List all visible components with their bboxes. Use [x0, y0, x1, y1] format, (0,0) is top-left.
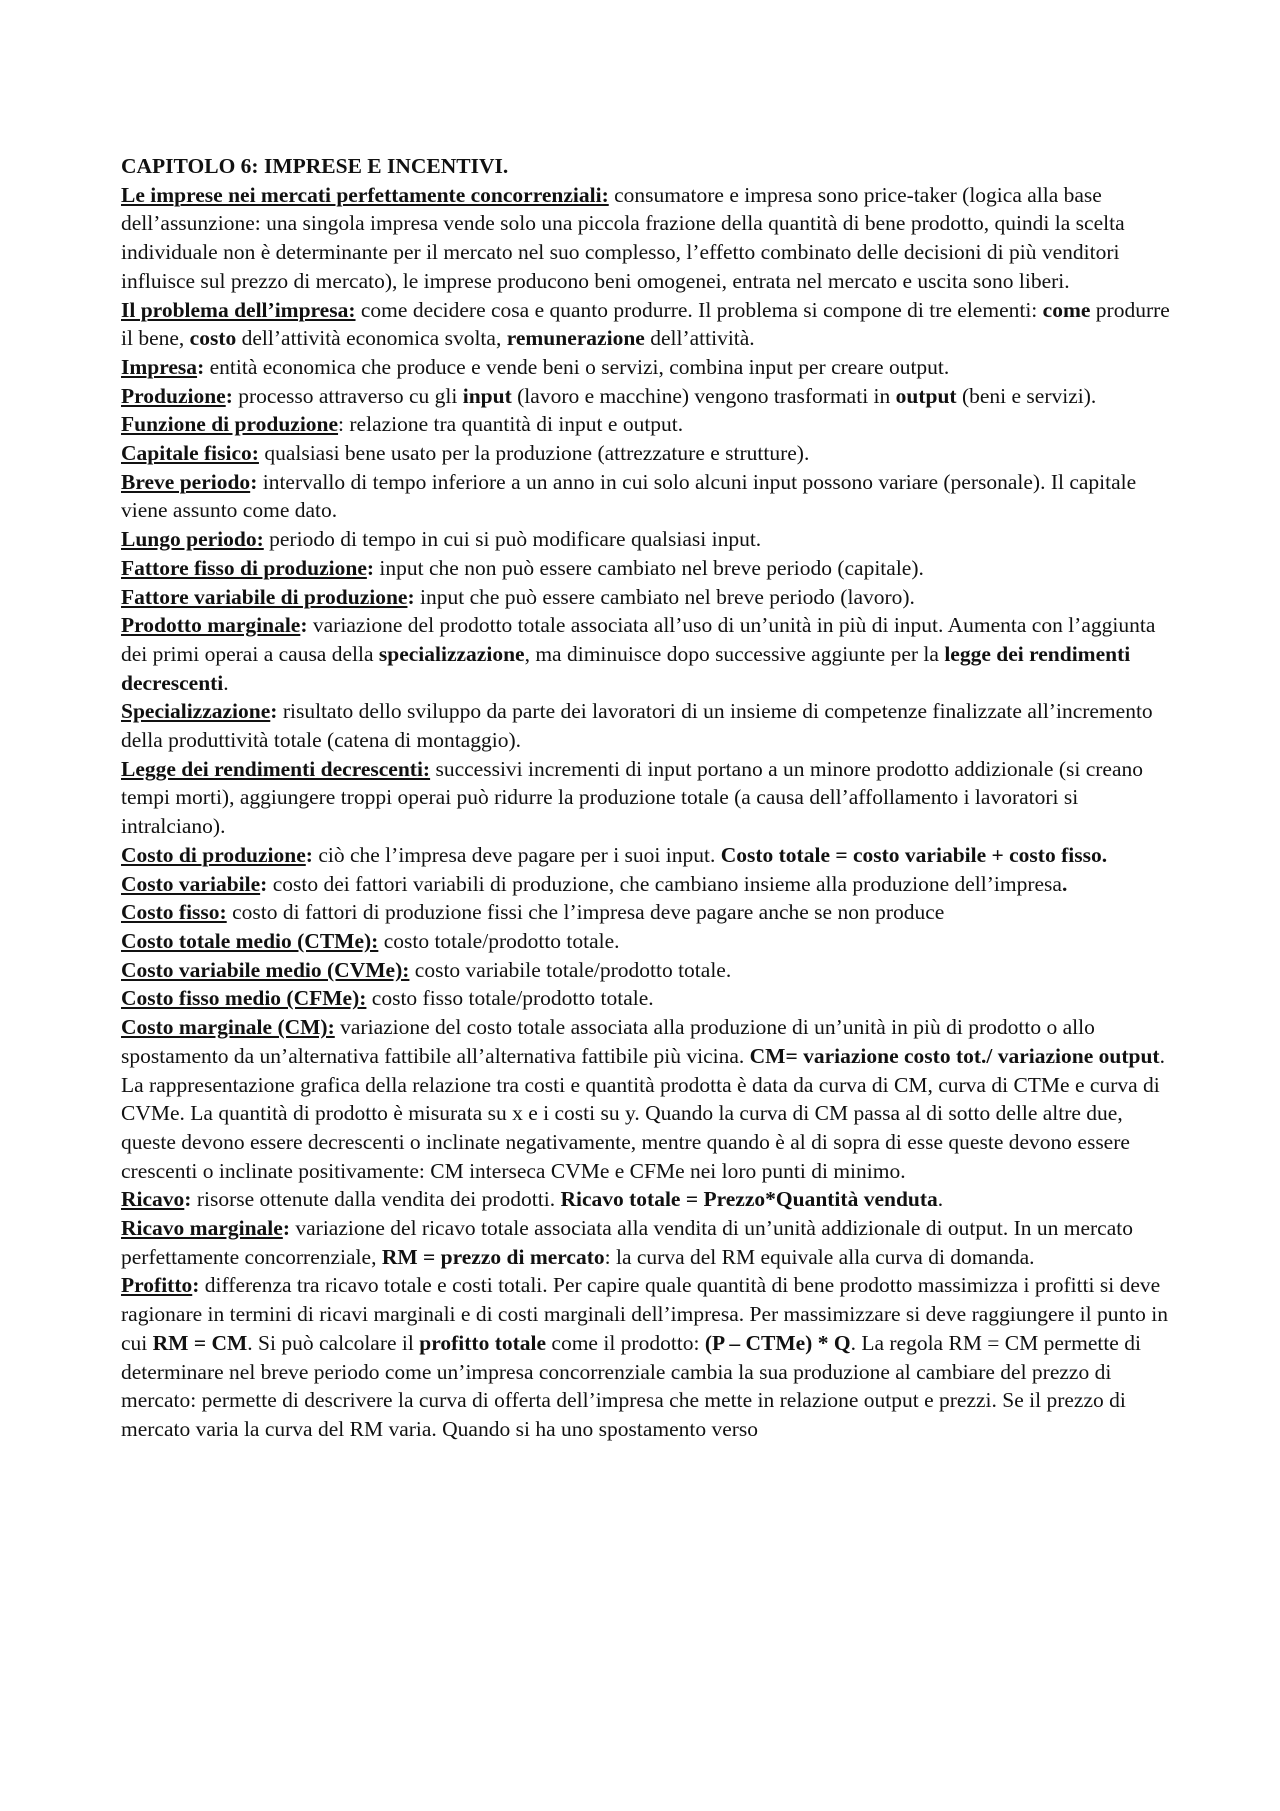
definition-text: come il prodotto: — [546, 1330, 705, 1355]
definition-entry — [121, 870, 1171, 899]
definition-term: Costo di produzione — [121, 842, 306, 867]
definition-entry — [121, 468, 1171, 525]
bold-text: : — [184, 1187, 192, 1212]
definition-text: variazione del costo totale associata alla produzione di un’unità in più di prodotto o allo spostamento da un’alternativa fattibile all’alternativa fattibile più vicina. — [121, 1015, 1095, 1068]
bold-text: Ricavo totale = Prezzo*Quantità venduta — [560, 1187, 938, 1212]
bold-text: : — [260, 871, 268, 896]
definition-text: consumatore e impresa sono price-taker (logica alla base dell’assunzione: una singola impresa vende solo una piccola frazione della quantità di bene prodotto, quindi la scelta individuale non è determinante per il mercato nel suo complesso, l’effetto combinato delle decisioni di più venditori influisce sul prezzo di mercato), le imprese producono beni omogenei, entrata nel mercato e uscita sono liberi. — [121, 182, 1125, 293]
definition-entry — [121, 353, 1171, 382]
definition-entry — [121, 984, 1171, 1013]
definition-text: costo fisso totale/prodotto totale. — [366, 986, 654, 1011]
definition-text: ciò che l’impresa deve pagare per i suoi input. — [312, 842, 721, 867]
definition-entry — [121, 1013, 1171, 1185]
document-page — [121, 152, 1171, 1444]
bold-text: : — [366, 555, 380, 580]
definition-entry — [121, 1185, 1171, 1214]
definition-text: intervallo di tempo inferiore a un anno in cui solo alcuni input possono variare (personale). Il capitale viene assunto come dato. — [121, 469, 1137, 523]
definition-term: Ricavo — [121, 1187, 185, 1212]
definition-term: Fattore variabile di produzione — [121, 584, 408, 609]
definition-entry — [121, 296, 1171, 353]
definition-term: Produzione — [121, 383, 226, 408]
definition-entry — [121, 1214, 1171, 1271]
definition-text: successivi incrementi di input portano a un minore prodotto addizionale (si creano tempi morti), aggiungere troppi operai può ridurre la produzione totale (a causa dell’affollamento i lavoratori si intralciano). — [121, 756, 1143, 839]
bold-text: : — [197, 354, 210, 379]
bold-text: : — [300, 613, 313, 638]
definition-text: input che può essere cambiato nel breve periodo (lavoro). — [420, 584, 915, 609]
definition-term: Lungo periodo: — [121, 527, 264, 552]
bold-text: : — [282, 1216, 290, 1241]
definition-text: variazione del ricavo totale associata alla vendita di un’unità addizionale di output. In un mercato perfettamente concorrenziale, — [121, 1216, 1133, 1269]
definition-text: . La rappresentazione grafica della relazione tra costi e quantità prodotta è data da curva di CM, curva di CTMe e curva di CVMe. La quantità di prodotto è misurata su x e i costi su y. Quando la curva di CM passa al di sotto delle altre due, queste devono essere decrescenti o inclinate negativamente, mentre quando è al di sopra di esse queste devono essere crescenti o inclinate positivamente: CM interseca CVMe e CFMe nei loro punti di minimo. — [121, 1043, 1165, 1183]
bold-text: : — [270, 699, 283, 724]
definition-text: differenza tra ricavo totale e costi totali. Per capire quale quantità di bene prodotto massimizza i profitti si deve ragionare in termini di ricavi marginali e di costi marginali dell’impresa. Per massimizzare si deve raggiungere il punto in cui — [121, 1273, 1169, 1355]
definition-text: (lavoro e macchine) vengono trasformati in — [511, 383, 896, 408]
definition-text: costo variabile totale/prodotto totale. — [409, 957, 732, 982]
bold-text: specializzazione — [378, 641, 525, 666]
definition-text: . — [937, 1187, 944, 1212]
definition-text: (beni e servizi). — [956, 383, 1097, 408]
definition-entry — [121, 611, 1171, 697]
definition-term: Le imprese nei mercati perfettamente concorrenziali: — [121, 182, 609, 207]
definition-text: processo attraverso cu gli — [238, 383, 463, 408]
definition-term: Costo variabile medio (CVMe): — [121, 957, 410, 982]
definition-text: costo totale/prodotto totale. — [378, 928, 620, 953]
definition-text: : la curva del RM equivale alla curva di domanda. — [604, 1244, 1035, 1269]
definition-text: , ma diminuisce dopo successive aggiunte per la — [524, 641, 945, 666]
definition-text: . Si può calcolare il — [247, 1330, 420, 1355]
definition-term: Impresa — [121, 354, 198, 379]
definition-text: costo di fattori di produzione fissi che l’impresa deve pagare anche se non produce — [226, 900, 945, 925]
bold-text: : — [250, 469, 263, 494]
definition-entry — [121, 410, 1171, 439]
entries-list — [121, 181, 1171, 1444]
definition-entry — [121, 181, 1171, 296]
bold-text: remunerazione — [506, 326, 645, 351]
definition-text: qualsiasi bene usato per la produzione (attrezzature e strutture). — [258, 441, 810, 466]
bold-text: Costo totale = costo variabile + costo fisso. — [720, 842, 1108, 867]
definition-text: dell’attività economica svolta, — [236, 326, 507, 351]
definition-term: Costo variabile — [121, 871, 261, 896]
definition-text: input che non può essere cambiato nel breve periodo (capitale). — [379, 555, 924, 580]
bold-text: . — [1061, 871, 1068, 896]
definition-term: Costo marginale (CM): — [121, 1015, 335, 1040]
definition-entry — [121, 898, 1171, 927]
definition-text: . — [223, 670, 229, 695]
definition-entry — [121, 697, 1171, 754]
definition-term: Costo fisso: — [121, 900, 227, 925]
definition-entry — [121, 382, 1171, 411]
definition-term: Specializzazione — [121, 699, 271, 724]
definition-term: Costo totale medio (CTMe): — [121, 928, 379, 953]
bold-text: : — [407, 584, 421, 609]
definition-term: Ricavo marginale — [121, 1216, 283, 1241]
definition-entry — [121, 755, 1171, 841]
definition-entry — [121, 525, 1171, 554]
definition-term: Fattore fisso di produzione — [121, 555, 367, 580]
bold-text: : — [225, 383, 239, 408]
definition-term: Capitale fisico: — [121, 441, 259, 466]
definition-text: produrre il bene, — [121, 297, 1170, 351]
definition-term: Il problema dell’impresa: — [121, 297, 356, 322]
bold-text: RM = prezzo di mercato — [381, 1244, 605, 1269]
definition-text: entità economica che produce e vende beni o servizi, combina input per creare output. — [209, 354, 950, 379]
definition-entry — [121, 583, 1171, 612]
definition-text: risorse ottenute dalla vendita dei prodotti. — [191, 1187, 561, 1212]
definition-term: Prodotto marginale — [121, 613, 301, 638]
definition-text: . La regola RM = CM permette di determinare nel breve periodo come un’impresa concorrenziale cambia la sua produzione al cambiare del prezzo di mercato: permette di descrivere la curva di offerta dell’impresa che mette in relazione output e prezzi. Se il prezzo di mercato varia la curva del RM varia. Quando si ha uno spostamento verso — [121, 1330, 1141, 1441]
definition-text: costo dei fattori variabili di produzione, che cambiano insieme alla produzione dell’impresa — [267, 871, 1062, 896]
definition-text: risultato dello sviluppo da parte dei lavoratori di un insieme di competenze finalizzate all’incremento della produttività totale (catena di montaggio). — [121, 699, 1153, 753]
definition-term: Breve periodo — [121, 469, 251, 494]
bold-text: (P – CTMe) * Q — [704, 1330, 851, 1355]
bold-text: : — [192, 1273, 200, 1298]
bold-text: input — [462, 383, 512, 408]
bold-text: costo — [189, 326, 237, 351]
bold-text: output — [895, 383, 957, 408]
bold-text: legge dei rendimenti decrescenti — [121, 641, 1131, 695]
bold-text: profitto totale — [419, 1330, 547, 1355]
definition-term: Costo fisso medio (CFMe): — [121, 986, 367, 1011]
definition-text: come decidere cosa e quanto produrre. Il problema si compone di tre elementi: — [355, 297, 1043, 322]
bold-text: CM= variazione costo tot./ variazione output — [749, 1043, 1160, 1068]
definition-entry — [121, 841, 1171, 870]
definition-entry — [121, 439, 1171, 468]
bold-text: : — [305, 842, 313, 867]
definition-entry — [121, 1271, 1171, 1443]
definition-text: periodo di tempo in cui si può modificare qualsiasi input. — [263, 527, 762, 552]
definition-text: variazione del prodotto totale associata all’uso di un’unità in più di input. Aumenta con l’aggiunta dei primi operai a causa della — [121, 613, 1156, 666]
definition-term: Funzione di produzione — [121, 412, 339, 437]
chapter-title: CAPITOLO 6: IMPRESE E INCENTIVI. — [121, 154, 509, 178]
definition-term: Profitto — [121, 1273, 193, 1298]
definition-text: : relazione tra quantità di input e output. — [338, 412, 684, 437]
definition-text: dell’attività. — [644, 326, 755, 351]
bold-text: RM = CM — [152, 1330, 248, 1355]
definition-entry — [121, 927, 1171, 956]
definition-entry — [121, 554, 1171, 583]
bold-text: come — [1042, 297, 1091, 322]
definition-entry — [121, 956, 1171, 985]
definition-term: Legge dei rendimenti decrescenti: — [121, 756, 431, 781]
